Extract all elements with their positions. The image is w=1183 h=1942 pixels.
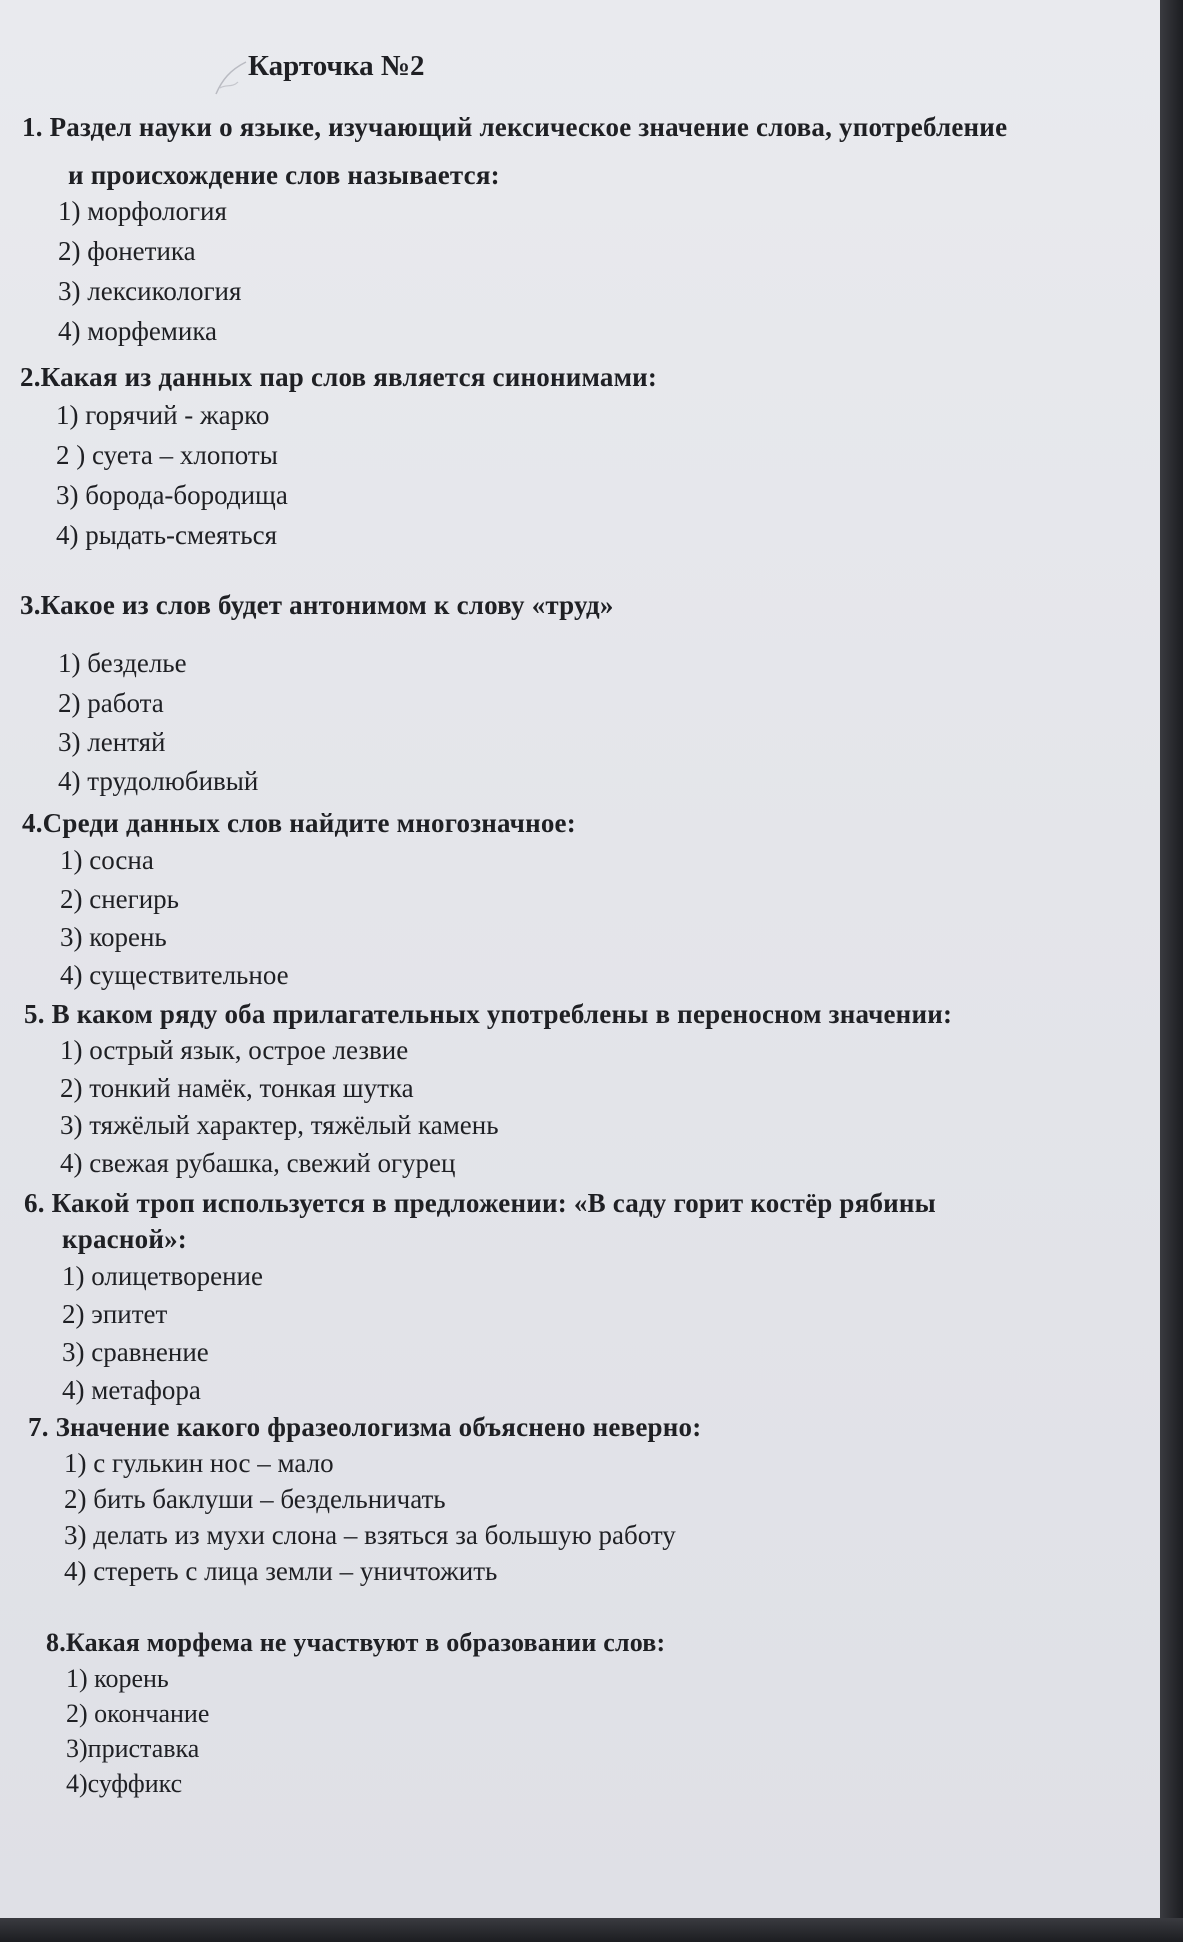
question-8-option-2: 2) окончание <box>66 1699 210 1728</box>
question-3-option-1: 1) безделье <box>58 648 187 678</box>
question-7-option-2: 2) бить баклуши – бездельничать <box>64 1484 446 1514</box>
question-8-option-4: 4)суффикс <box>66 1769 183 1798</box>
question-5-option-2: 2) тонкий намёк, тонкая шутка <box>60 1073 414 1103</box>
card-title: Карточка №2 <box>248 50 425 82</box>
question-7-option-4: 4) стереть с лица земли – уничтожить <box>64 1556 498 1586</box>
question-7-text: 7. Значение какого фразеологизма объяснено неверно: <box>28 1412 702 1442</box>
question-2-text: 2.Какая из данных пар слов является синонимами: <box>20 362 658 392</box>
question-5-option-4: 4) свежая рубашка, свежий огурец <box>60 1148 456 1178</box>
monitor-bezel-bottom <box>0 1918 1183 1942</box>
question-8-text: 8.Какая морфема не участвуют в образовании слов: <box>46 1628 666 1657</box>
question-8-option-3: 3)приставка <box>66 1734 200 1763</box>
question-7-option-3: 3) делать из мухи слона – взяться за большую работу <box>64 1520 676 1550</box>
question-4-option-1: 1) сосна <box>60 845 154 875</box>
question-1-text-line2: и происхождение слов называется: <box>68 160 500 190</box>
question-6-option-1: 1) олицетворение <box>62 1261 263 1291</box>
question-2-option-1: 1) горячий - жарко <box>56 400 270 430</box>
question-3-option-3: 3) лентяй <box>58 727 166 757</box>
question-6-option-2: 2) эпитет <box>62 1299 168 1329</box>
question-1-option-3: 3) лексикология <box>58 276 242 306</box>
question-3-text: 3.Какое из слов будет антонимом к слову «труд» <box>20 590 614 620</box>
monitor-bezel-right <box>1160 0 1183 1942</box>
question-3-option-4: 4) трудолюбивый <box>58 766 259 796</box>
question-2-option-3: 3) борода-бородища <box>56 480 288 510</box>
question-1-option-4: 4) морфемика <box>58 316 218 346</box>
question-6-text-line2: красной»: <box>62 1224 187 1254</box>
question-6-option-3: 3) сравнение <box>62 1337 209 1367</box>
question-7-option-1: 1) с гулькин нос – мало <box>64 1448 334 1478</box>
pencil-mark-icon <box>212 58 252 98</box>
question-5-option-3: 3) тяжёлый характер, тяжёлый камень <box>60 1110 499 1140</box>
question-4-option-3: 3) корень <box>60 922 167 952</box>
question-6-option-4: 4) метафора <box>62 1375 201 1405</box>
question-3-option-2: 2) работа <box>58 688 164 718</box>
question-8-option-1: 1) корень <box>66 1664 169 1693</box>
question-5-option-1: 1) острый язык, острое лезвие <box>60 1035 409 1065</box>
question-2-option-2: 2 ) суета – хлопоты <box>56 440 278 470</box>
question-1-option-2: 2) фонетика <box>58 236 196 266</box>
question-4-text: 4.Среди данных слов найдите многозначное: <box>22 808 576 838</box>
question-1-text-line1: 1. Раздел науки о языке, изучающий лексическое значение слова, употребление <box>22 112 1008 142</box>
question-4-option-4: 4) существительное <box>60 960 289 990</box>
question-6-text-line1: 6. Какой троп используется в предложении: «В саду горит костёр рябины <box>24 1188 936 1218</box>
question-5-text: 5. В каком ряду оба прилагательных употреблены в переносном значении: <box>24 999 953 1029</box>
question-4-option-2: 2) снегирь <box>60 884 179 914</box>
question-2-option-4: 4) рыдать-смеяться <box>56 520 277 550</box>
question-1-option-1: 1) морфология <box>58 196 227 226</box>
